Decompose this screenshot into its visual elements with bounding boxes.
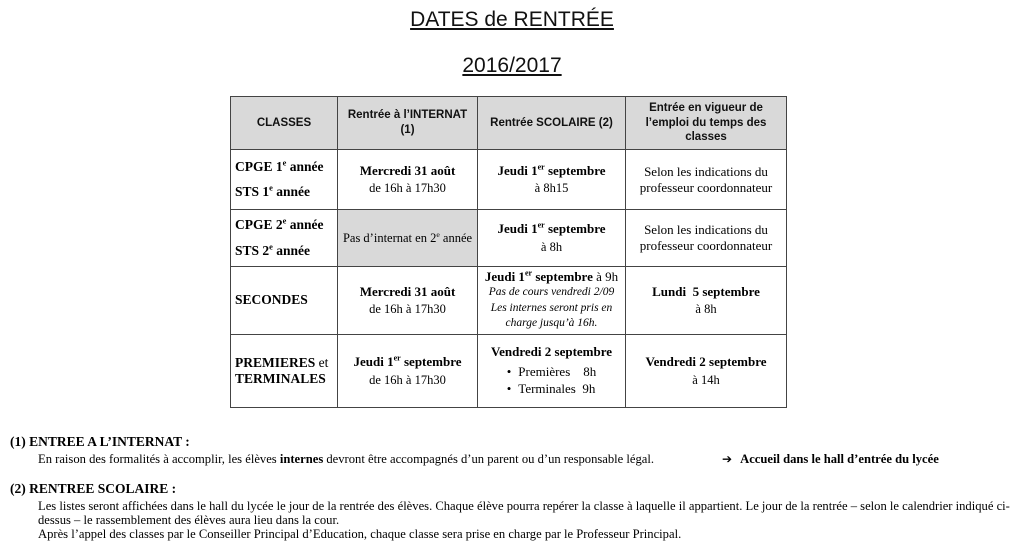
- note-internat-title: (1) ENTREE A L’INTERNAT :: [10, 434, 190, 449]
- cell-r2-scolaire: [478, 210, 626, 267]
- rentree-table: [230, 96, 787, 408]
- bullet-list: [507, 364, 597, 398]
- date-line: Mercredi 31 août: [359, 283, 456, 299]
- cell-r1-classes: [231, 150, 338, 210]
- cell-r4-emploi: [626, 335, 787, 408]
- table-row-secondes: [231, 267, 787, 335]
- note-line: Pas de cours vendredi 2/09: [488, 286, 615, 299]
- superscript: e: [282, 158, 287, 168]
- time-line: de 16h à 17h30: [369, 302, 446, 317]
- superscript: er: [537, 162, 545, 172]
- date-line: Vendredi 2 septembre: [490, 344, 613, 360]
- bullet-icon: •: [506, 363, 512, 379]
- class-label: CPGE 1e année: [235, 158, 324, 174]
- class-label: SECONDES: [235, 292, 308, 308]
- cell-r4-classes: [231, 335, 338, 408]
- date-line: Jeudi 1er septembre à 9h: [484, 268, 619, 285]
- note-line: Les internes seront pris en charge jusqu’à 16h.: [490, 301, 613, 330]
- page-subtitle: 2016/2017: [462, 54, 562, 77]
- note-scolaire-body: [38, 499, 1012, 542]
- bullet-item: • Terminales 9h: [506, 380, 596, 396]
- emphasis-internes: internes: [279, 451, 324, 466]
- cell-r3-classes: [231, 267, 338, 335]
- note-scolaire: [10, 481, 1012, 542]
- class-label: TERMINALES: [235, 371, 326, 386]
- note-paragraph: Après l’appel des classes par le Conseiller Principal d’Education, chaque classe sera prise en charge par le Professeur Principal.: [38, 527, 682, 542]
- note-paragraph: Les listes seront affichées dans le hall du lycée le jour de la rentrée des élèves. Chaque élève pourra repérer la classe à laquelle il appartient. Le jour de la rentrée – selon le calendrier indiqué ci-dessus – le rassemblement des élèves aura lieu dans la cour.: [38, 498, 1010, 528]
- note-internat: [10, 434, 1012, 466]
- table-row-cpge2: [231, 210, 787, 267]
- date-line: Vendredi 2 septembre: [645, 354, 767, 370]
- cell-r2-internat: Pas d’internat en 2e année: [338, 210, 478, 267]
- title-block: [0, 0, 1024, 78]
- superscript: e: [269, 183, 273, 193]
- note-internat-body: En raison des formalités à accomplir, les élèves internes devront être accompagnés d’un parent ou d’un responsable légal. ➔ Accueil dans le hall d’entrée du lycée: [38, 451, 939, 466]
- superscript: er: [393, 354, 401, 364]
- cell-r1-emploi: Selon les indications du professeur coordonnateur: [626, 150, 787, 210]
- date-line: Jeudi 1er septembre: [497, 162, 606, 178]
- header-cell-internat: Rentrée à l’INTERNAT (1): [338, 97, 478, 150]
- accueil-callout: Accueil dans le hall d’entrée du lycée: [740, 451, 939, 466]
- superscript: e: [436, 229, 440, 239]
- cell-r2-emploi: Selon les indications du professeur coordonnateur: [626, 210, 787, 267]
- cell-r3-internat: [338, 267, 478, 335]
- time-line: à 14h: [692, 372, 720, 387]
- page-title: DATES de RENTRÉE: [410, 8, 614, 31]
- date-line: Jeudi 1er septembre: [353, 354, 462, 370]
- cell-r2-classes: [231, 210, 338, 267]
- header-cell-classes: CLASSES: [231, 97, 338, 150]
- superscript: e: [269, 242, 273, 251]
- cell-r3-emploi: [626, 267, 787, 335]
- arrow-right-icon: ➔: [722, 451, 733, 466]
- time-line: de 16h à 17h30: [369, 181, 446, 196]
- header-cell-scolaire: Rentrée SCOLAIRE (2): [478, 97, 626, 150]
- cell-r4-scolaire: [478, 335, 626, 408]
- cell-r1-scolaire: [478, 150, 626, 210]
- class-label: STS 2e année: [235, 242, 310, 258]
- note-scolaire-title: (2) RENTREE SCOLAIRE :: [10, 481, 177, 497]
- superscript: er: [524, 268, 533, 278]
- time-line: à 8h15: [534, 181, 569, 196]
- header-cell-emploi: Entrée en vigueur de l’emploi du temps des classes: [626, 97, 787, 150]
- bullet-item: • Premières 8h: [506, 363, 597, 379]
- date-line: Lundi 5 septembre: [652, 283, 760, 299]
- date-line: Jeudi 1er septembre: [497, 221, 606, 237]
- superscript: e: [282, 216, 287, 226]
- table-row-premieres-terminales: [231, 335, 787, 408]
- table-row-cpge1: [231, 150, 787, 210]
- table-header-row: [231, 97, 787, 150]
- footnotes: [10, 434, 1012, 542]
- class-label: STS 1e année: [235, 183, 310, 199]
- cell-r4-internat: [338, 335, 478, 408]
- cell-r1-internat: [338, 150, 478, 210]
- date-line: Mercredi 31 août: [359, 162, 456, 178]
- bullet-icon: •: [506, 380, 512, 396]
- time-line: à 8h: [695, 302, 717, 317]
- cell-r3-scolaire: [478, 267, 626, 335]
- class-label: PREMIERES et: [235, 354, 329, 370]
- time-line: de 16h à 17h30: [369, 372, 446, 387]
- time-line: à 8h: [540, 239, 563, 254]
- class-label: CPGE 2e année: [235, 216, 324, 233]
- superscript: er: [537, 221, 545, 231]
